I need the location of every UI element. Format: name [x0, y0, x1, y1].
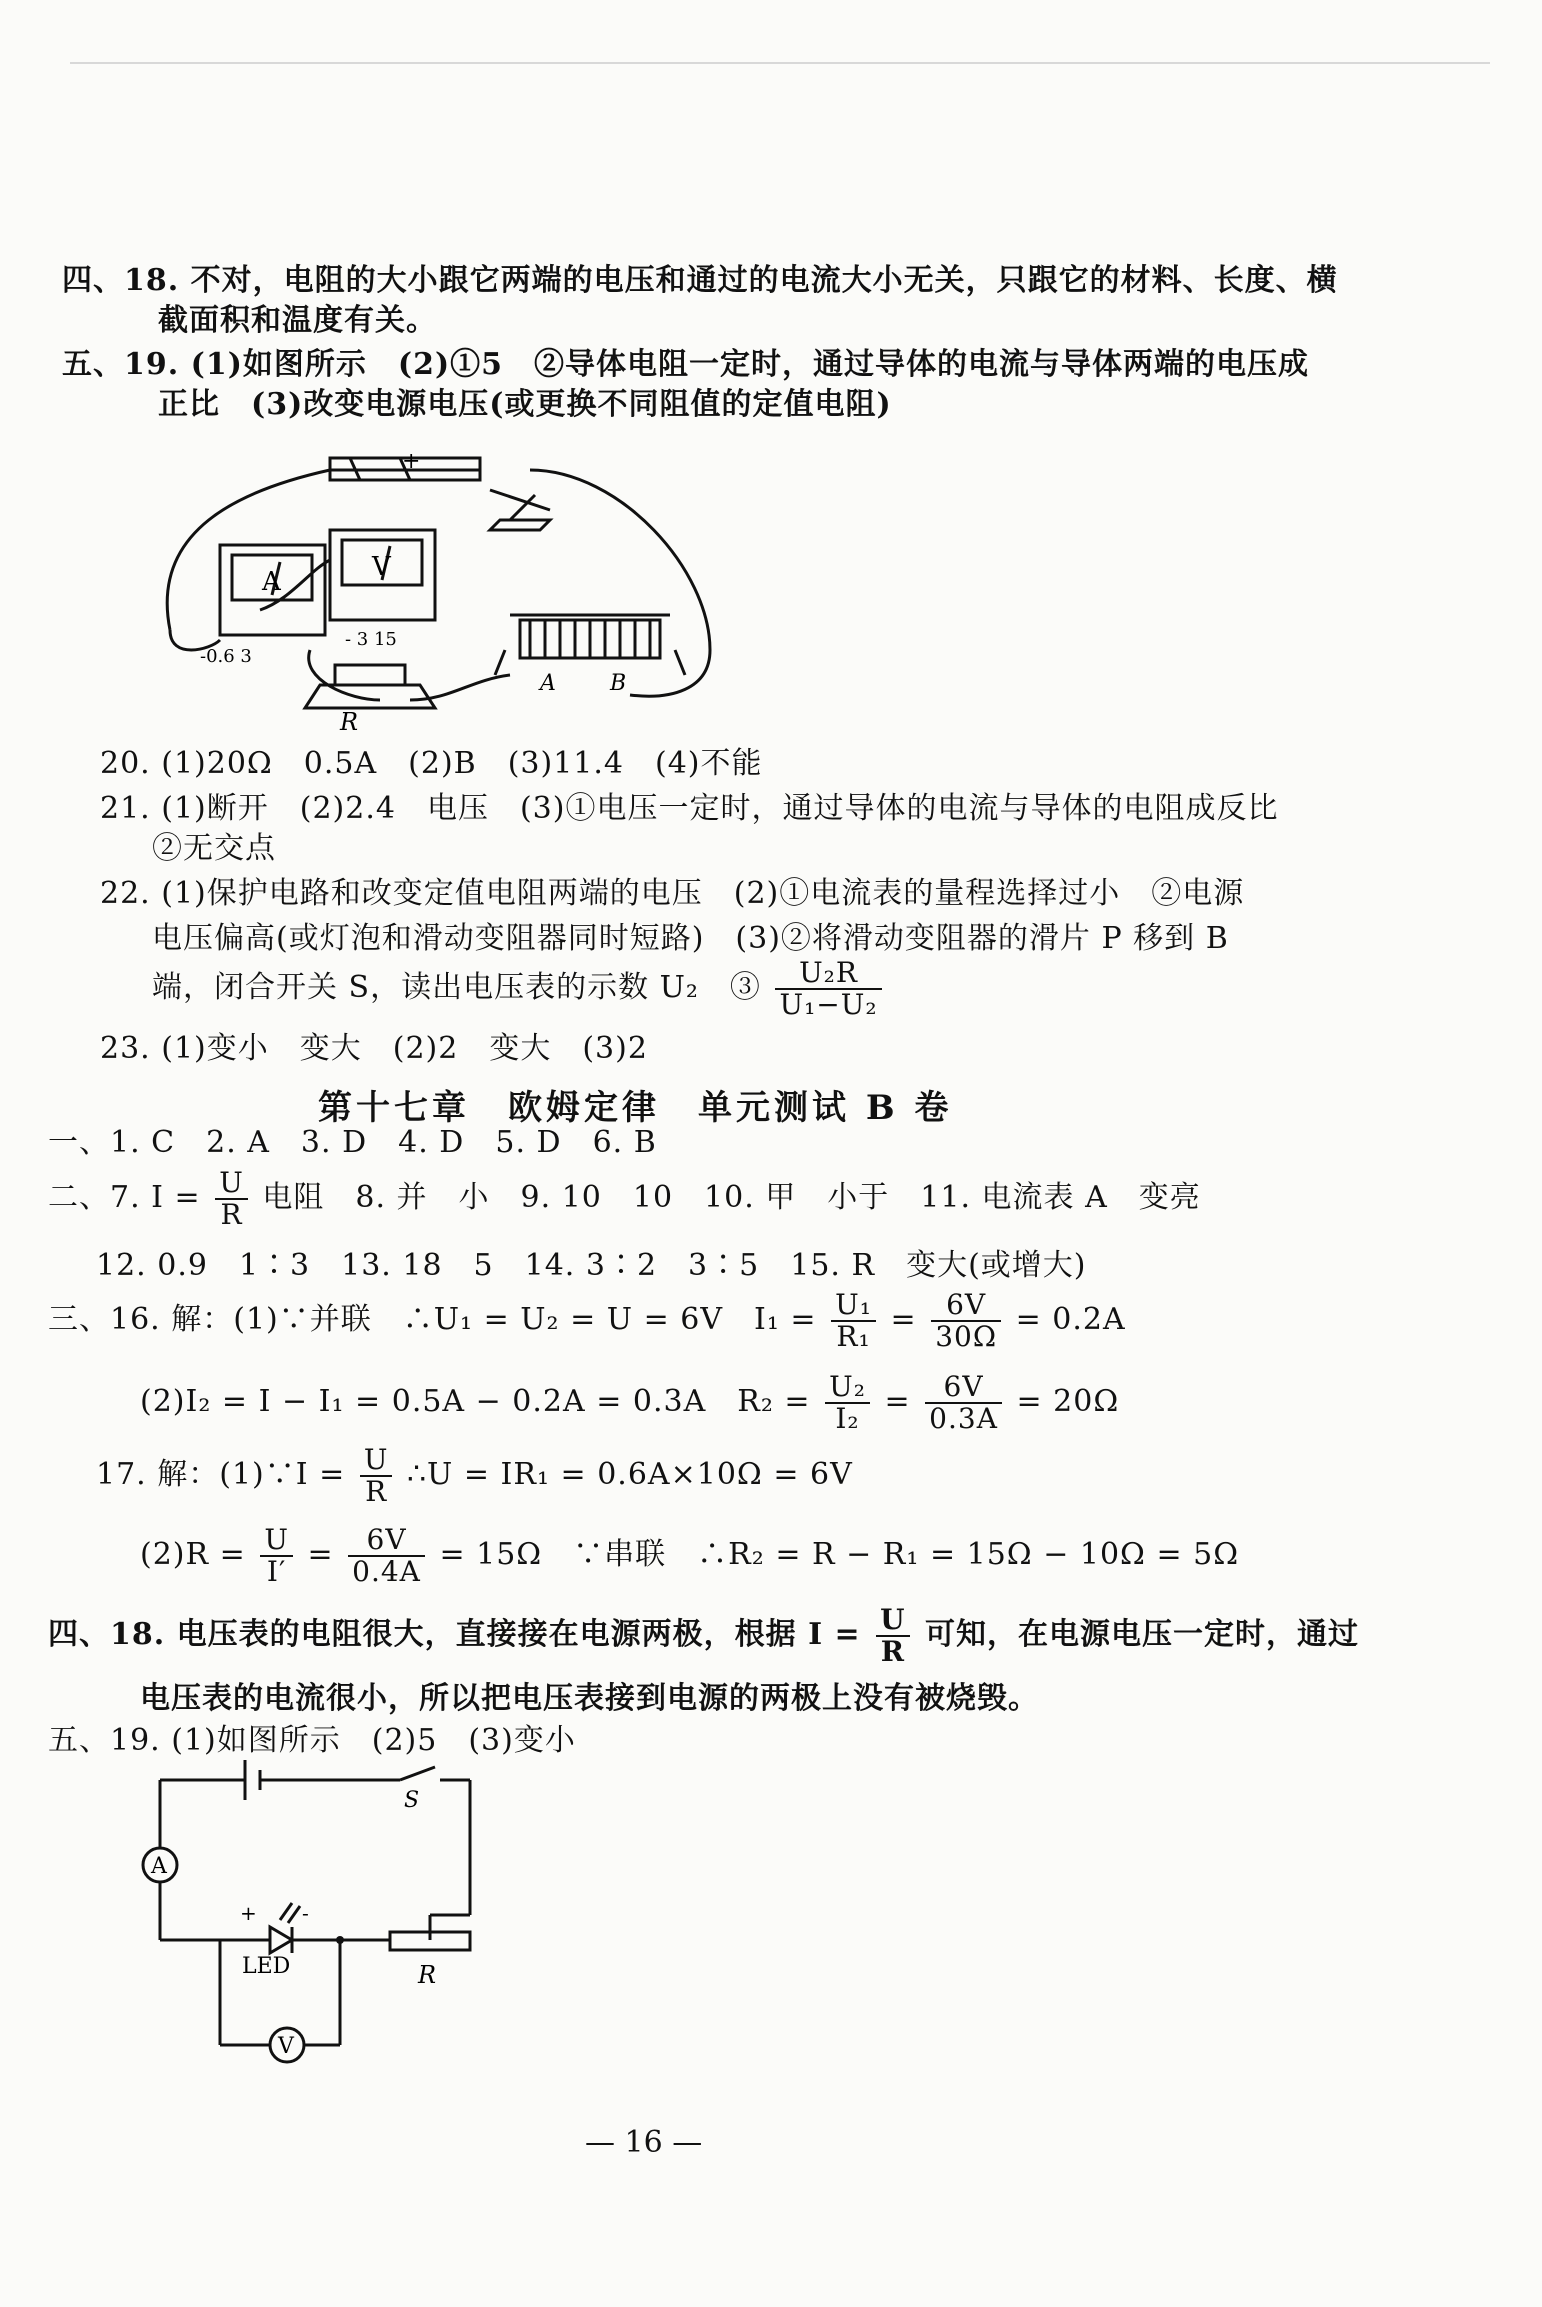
q19b: 五、19. (1)如图所示 (2)5 (3)变小 — [48, 1723, 576, 1758]
ammeter-letter: A — [262, 567, 281, 597]
q7-fraction-denominator: R — [220, 1198, 243, 1231]
q22-line1: 22. (1)保护电路和改变定值电阻两端的电压 (2)①电流表的量程选择过小 ②电源 — [100, 876, 1245, 911]
q17-l2-frac1 — [260, 1525, 293, 1587]
q21-line1: 21. (1)断开 (2)2.4 电压 (3)①电压一定时，通过导体的电流与导体的电阻成反比 — [100, 791, 1279, 826]
q17-l1-frac — [360, 1445, 393, 1507]
q22-line3 — [152, 958, 886, 1020]
q16-l1-frac2-num: 6V — [931, 1290, 1001, 1322]
q17-l2-frac2-num: 6V — [348, 1525, 425, 1557]
q19-line2: 正比 (3)改变电源电压(或更换不同阻值的定值电阻) — [158, 387, 892, 422]
q17-line1 — [96, 1445, 853, 1507]
led-plus: + — [240, 1901, 257, 1925]
q12-15: 12. 0.9 1∶3 13. 18 5 14. 3∶2 3∶5 15. R 变大(或增大) — [96, 1248, 1087, 1283]
q16-l1-frac2 — [931, 1290, 1001, 1352]
q22-line3-text: 端，闭合开关 S，读出电压表的示数 U₂ ③ — [152, 970, 761, 1005]
q7-fraction — [215, 1168, 248, 1230]
rheostat-label: R — [418, 1961, 437, 1989]
q16-line2 — [140, 1372, 1119, 1434]
q16-l2-eq: = — [884, 1384, 911, 1419]
q16-l1-a: 三、16. 解：(1)∵并联 ∴U₁ = U₂ = U = 6V I₁ = — [48, 1302, 817, 1337]
q18-line1: 四、18. 不对，电阻的大小跟它两端的电压和通过的电流大小无关，只跟它的材料、长度、横 — [62, 263, 1338, 298]
circuit-schematic-figure — [130, 1755, 510, 2105]
ammeter-terminals: -0.6 3 — [200, 646, 252, 667]
q17-l2-frac2 — [348, 1525, 425, 1587]
voltmeter-terminals: - 3 15 — [345, 629, 397, 650]
q18b-line1 — [48, 1605, 1359, 1667]
q16-l2-frac2 — [925, 1372, 1002, 1434]
q17-l2-frac1-num: U — [260, 1525, 293, 1557]
q18b-frac-num: U — [876, 1605, 909, 1637]
switch-label: S — [404, 1788, 420, 1813]
q17-line2 — [140, 1525, 1239, 1587]
q16-l2-frac1 — [825, 1372, 870, 1434]
q18b-l1-a: 四、18. 电压表的电阻很大，直接接在电源两极，根据 I = — [48, 1617, 861, 1652]
q18b-line2: 电压表的电流很小，所以把电压表接到电源的两极上没有被烧毁。 — [140, 1681, 1039, 1716]
voltmeter-symbol-letter: V — [278, 2034, 294, 2059]
q17-l2-frac2-den: 0.4A — [352, 1555, 421, 1588]
q19-line1: 五、19. (1)如图所示 (2)①5 ②导体电阻一定时，通过导体的电流与导体两端的电压成 — [62, 347, 1310, 382]
led-label: LED — [242, 1954, 291, 1979]
q16-l2-result: = 20Ω — [1016, 1384, 1120, 1419]
voltmeter-letter: V — [372, 552, 391, 582]
q17-l2-result: = 15Ω ∵串联 ∴R₂ = R − R₁ = 15Ω − 10Ω = 5Ω — [439, 1537, 1240, 1572]
q22-fraction-numerator: U₂R — [775, 958, 881, 990]
q16-l1-frac1-num: U₁ — [831, 1290, 876, 1322]
q18b-l1-b: 可知，在电源电压一定时，通过 — [925, 1617, 1360, 1652]
q17-l1-result: ∴U = IR₁ = 0.6A×10Ω = 6V — [406, 1457, 853, 1492]
q17-l2-a: (2)R = — [140, 1537, 246, 1572]
q16-l1-frac2-den: 30Ω — [935, 1320, 998, 1353]
resistor-label: R — [340, 708, 359, 736]
q7-fraction-numerator: U — [215, 1168, 248, 1200]
q18b-frac-den: R — [880, 1635, 905, 1668]
q16-line1 — [48, 1290, 1126, 1352]
q17-l1-frac-den: R — [365, 1475, 388, 1508]
q16-l2-a: (2)I₂ = I − I₁ = 0.5A − 0.2A = 0.3A R₂ = — [140, 1384, 811, 1419]
rheostat-a-label: A — [540, 671, 556, 696]
circuit-sketch-figure — [150, 450, 730, 740]
q16-l1-result: = 0.2A — [1015, 1302, 1126, 1337]
chapter-heading: 第十七章 欧姆定律 单元测试 B 卷 — [318, 1088, 953, 1128]
q20: 20. (1)20Ω 0.5A (2)B (3)11.4 (4)不能 — [100, 746, 763, 781]
ammeter-symbol-letter: A — [151, 1854, 167, 1879]
q22-fraction — [775, 958, 881, 1020]
q18-line2: 截面积和温度有关。 — [158, 303, 437, 338]
q17-l1-frac-num: U — [360, 1445, 393, 1477]
q16-l1-eq: = — [890, 1302, 917, 1337]
q7-rest: 电阻 8. 并 小 9. 10 10 10. 甲 小于 11. 电流表 A 变亮 — [262, 1180, 1201, 1215]
q22-fraction-denominator: U₁−U₂ — [779, 988, 878, 1021]
top-rule — [70, 62, 1490, 64]
q16-l2-frac2-num: 6V — [925, 1372, 1002, 1404]
q23: 23. (1)变小 变大 (2)2 变大 (3)2 — [100, 1031, 648, 1066]
q17-l2-frac1-den: I′ — [266, 1555, 287, 1588]
q16-l2-frac1-den: I₂ — [835, 1402, 860, 1435]
q16-l1-frac1 — [831, 1290, 876, 1352]
q7-prefix: 二、7. I = — [48, 1180, 201, 1215]
q7-11 — [48, 1168, 1201, 1230]
q17-l2-eq: = — [307, 1537, 334, 1572]
rheostat-b-label: B — [610, 671, 627, 696]
q16-l2-frac1-num: U₂ — [825, 1372, 870, 1404]
q18b-frac — [876, 1605, 909, 1667]
q17-l1-a: 17. 解：(1)∵I = — [96, 1457, 346, 1492]
q16-l1-frac1-den: R₁ — [836, 1320, 871, 1353]
q22-line2: 电压偏高(或灯泡和滑动变阻器同时短路) (3)②将滑动变阻器的滑片 P 移到 B — [152, 921, 1229, 956]
q1-6: 一、1. C 2. A 3. D 4. D 5. D 6. B — [48, 1125, 657, 1160]
battery-plus-label: + — [402, 450, 421, 474]
q21-line2: ②无交点 — [152, 831, 276, 866]
page-number: — 16 — — [585, 2125, 703, 2160]
led-minus: - — [302, 1901, 309, 1925]
q16-l2-frac2-den: 0.3A — [929, 1402, 998, 1435]
